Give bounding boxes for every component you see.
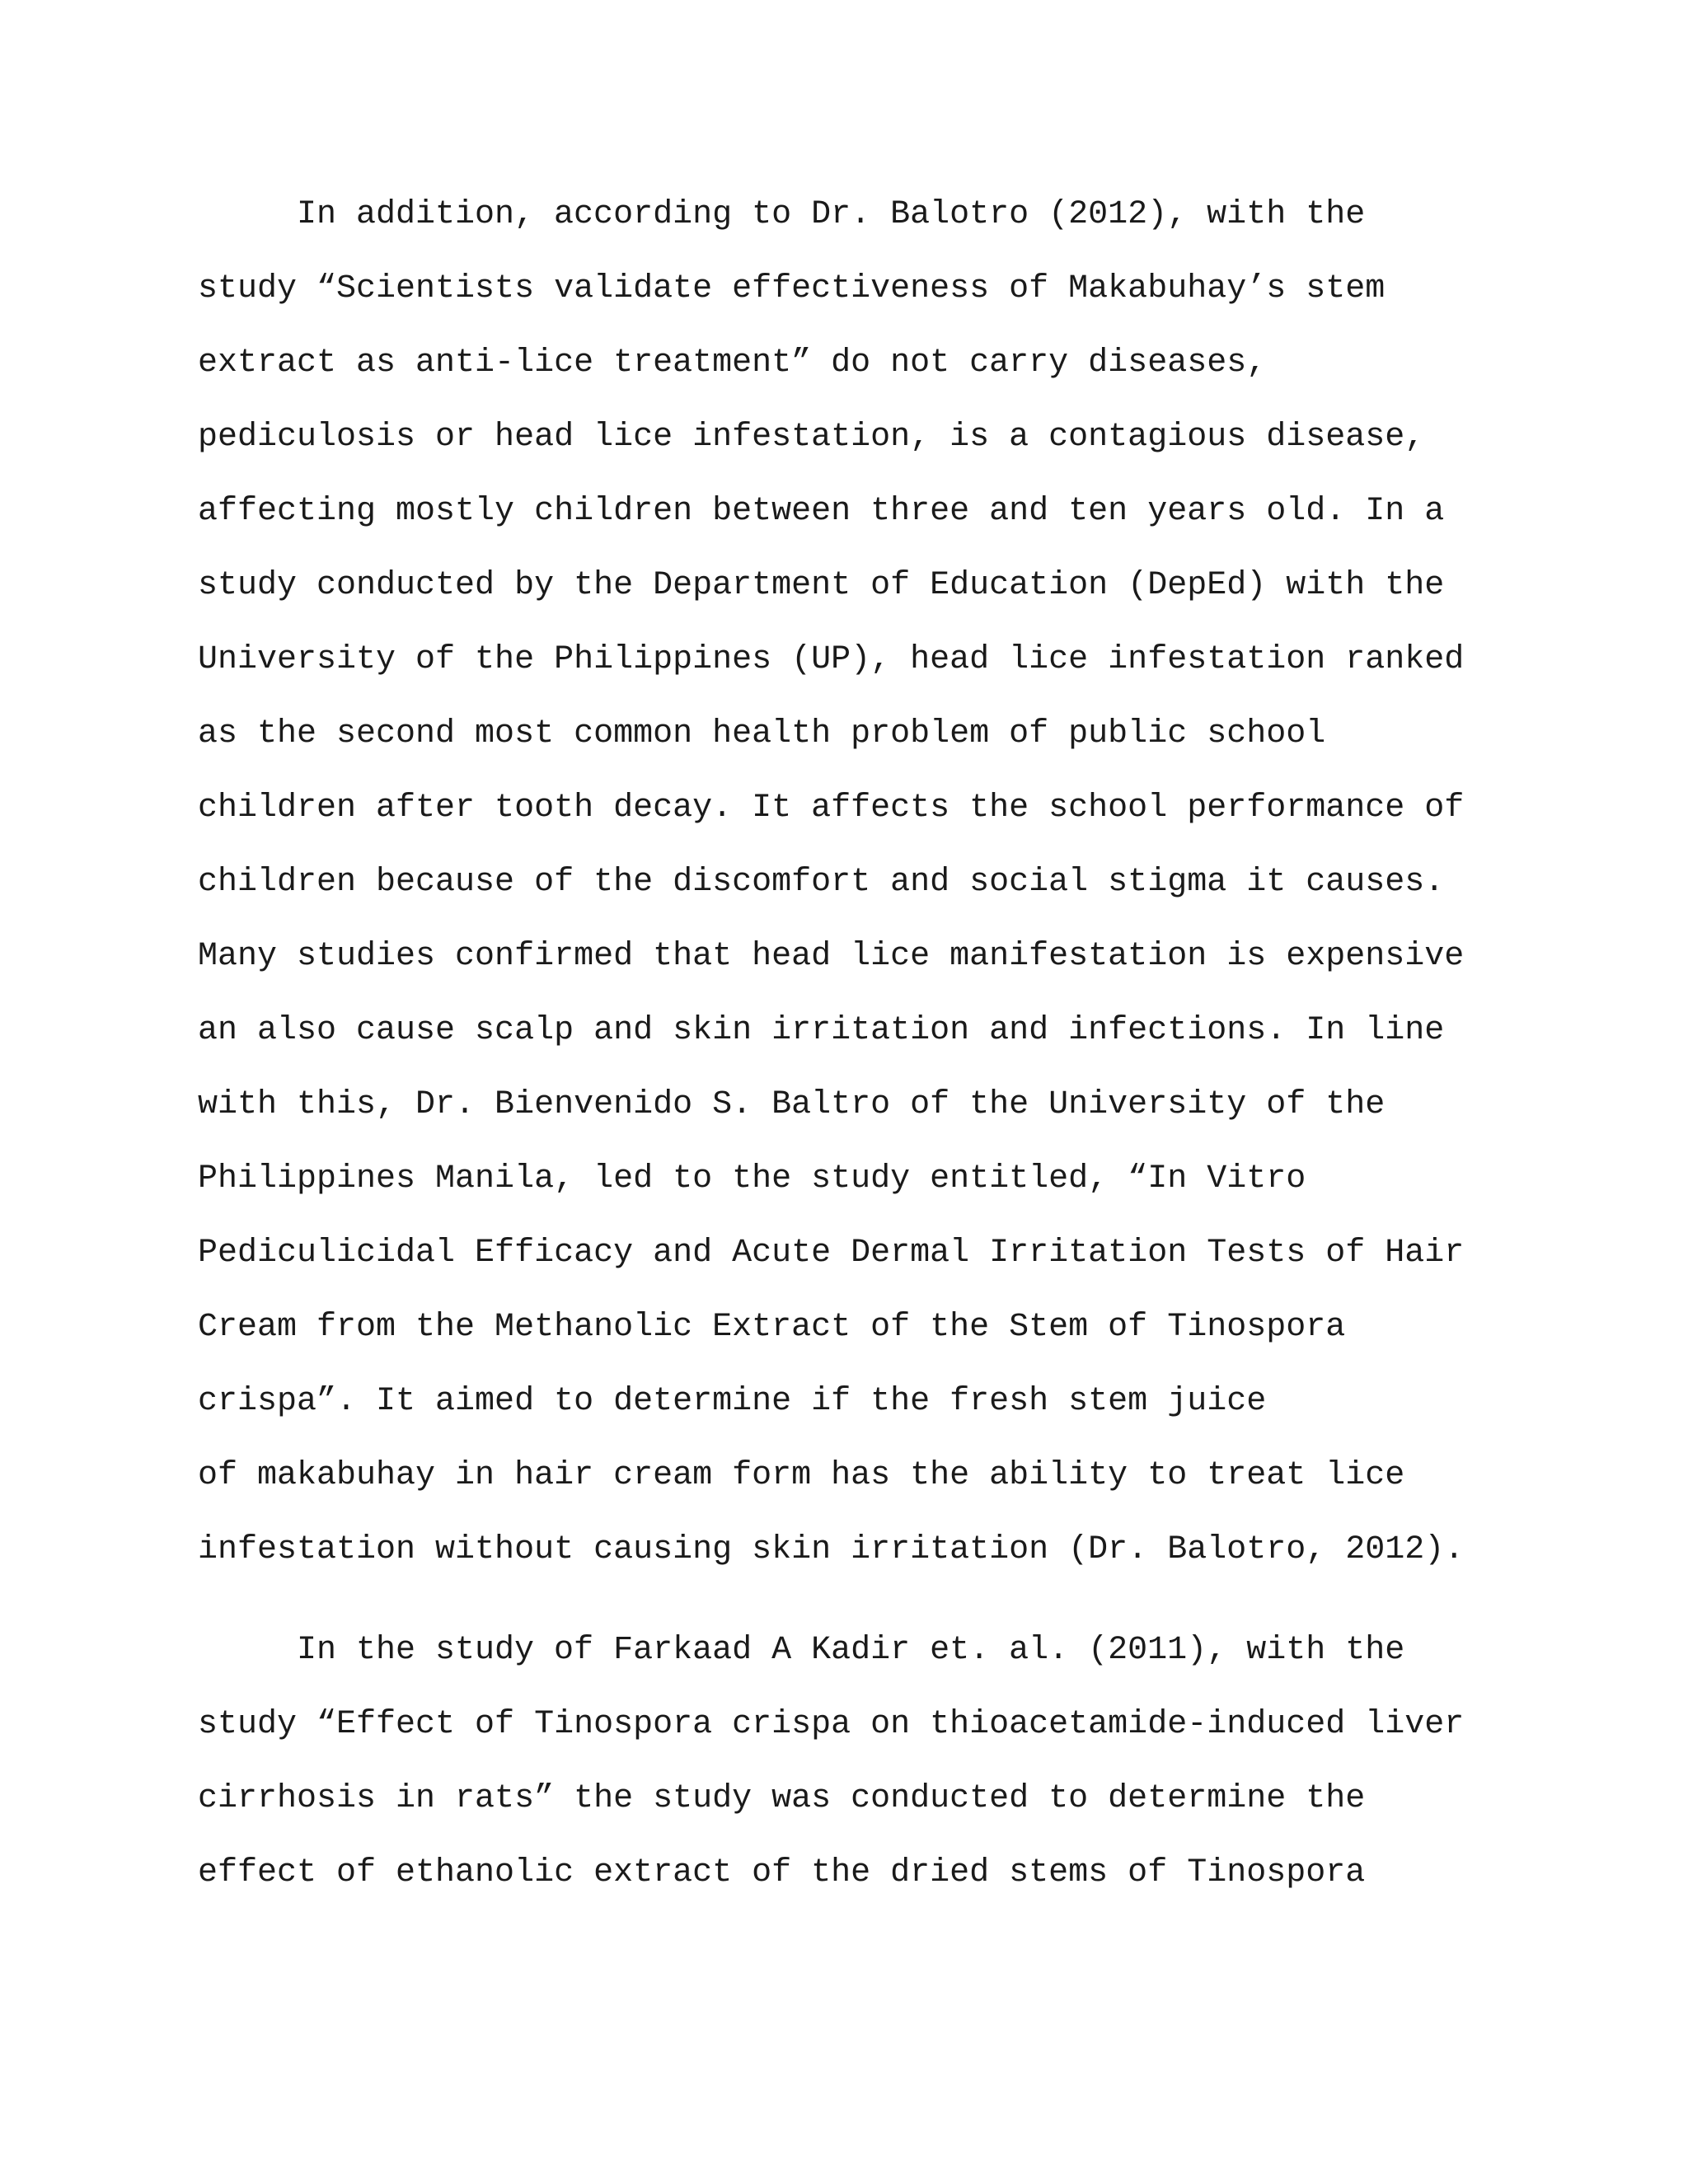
text-line: study conducted by the Department of Education (DepEd) with the: [198, 567, 1445, 604]
text-line: as the second most common health problem of public school: [198, 715, 1326, 752]
text-line: Pediculicidal Efficacy and Acute Dermal Irritation Tests of Hair: [198, 1235, 1465, 1272]
text-line: In addition, according to Dr. Balotro (2012), with the: [297, 196, 1366, 233]
text-line: with this, Dr. Bienvenido S. Baltro of the University of the: [198, 1086, 1386, 1123]
text-line: extract as anti-lice treatment” do not carry diseases,: [198, 344, 1267, 382]
text-line: University of the Philippines (UP), head lice infestation ranked: [198, 641, 1465, 678]
text-line: Many studies confirmed that head lice manifestation is expensive: [198, 938, 1465, 975]
text-line: Cream from the Methanolic Extract of the Stem of Tinospora: [198, 1309, 1346, 1346]
text-line: children after tooth decay. It affects the school performance of: [198, 790, 1465, 827]
text-line: study “Scientists validate effectiveness of Makabuhay’s stem: [198, 270, 1386, 307]
text-line: study “Effect of Tinospora crispa on thioacetamide-induced liver: [198, 1706, 1465, 1743]
text-line: pediculosis or head lice infestation, is a contagious disease,: [198, 419, 1425, 456]
text-line: crispa”. It aimed to determine if the fresh stem juice: [198, 1383, 1267, 1420]
text-line: children because of the discomfort and social stigma it causes.: [198, 864, 1445, 901]
text-line: an also cause scalp and skin irritation and infections. In line: [198, 1012, 1445, 1049]
text-line: affecting mostly children between three and ten years old. In a: [198, 493, 1445, 530]
text-line: Philippines Manila, led to the study entitled, “In Vitro: [198, 1160, 1306, 1197]
text-line: cirrhosis in rats” the study was conducted to determine the: [198, 1780, 1366, 1817]
text-line: effect of ethanolic extract of the dried stems of Tinospora: [198, 1854, 1366, 1891]
text-line: In the study of Farkaad A Kadir et. al. (2011), with the: [297, 1632, 1405, 1669]
text-line: infestation without causing skin irritation (Dr. Balotro, 2012).: [198, 1531, 1465, 1568]
text-line: of makabuhay in hair cream form has the ability to treat lice: [198, 1457, 1405, 1494]
